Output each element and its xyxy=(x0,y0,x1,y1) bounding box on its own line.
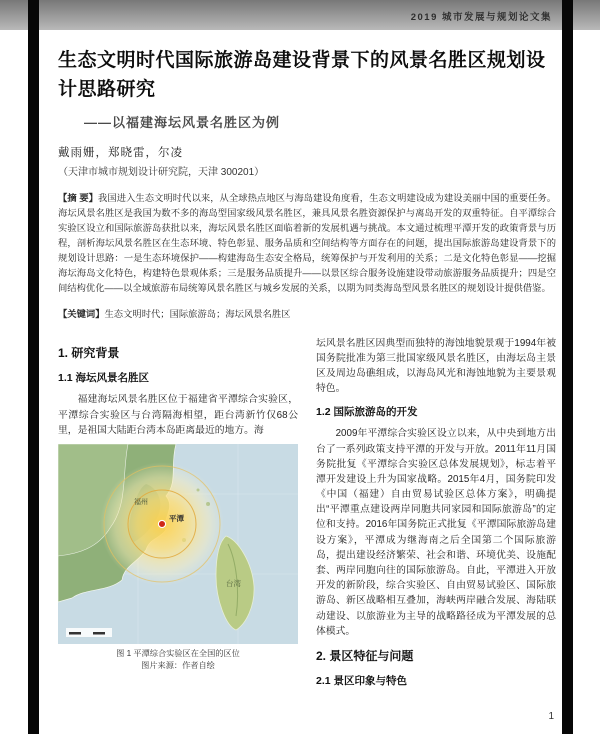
map-label-pingtan: 平潭 xyxy=(169,513,184,523)
page-number: 1 xyxy=(548,711,554,722)
page-content xyxy=(58,46,556,696)
figure-1 xyxy=(58,444,298,673)
authors-line: 戴雨姗，郑晓雷，尔凌 xyxy=(58,146,183,159)
map-scalebar-segment xyxy=(93,632,105,635)
keywords-text: 生态文明时代；国际旅游岛；海坛风景名胜区 xyxy=(104,308,291,319)
map-label-taiwan: 台湾 xyxy=(226,578,241,588)
scan-edge-right xyxy=(562,0,573,734)
figure-caption-title: 图 1 平潭综合实验区在全国的区位 xyxy=(116,648,240,658)
keywords-label: 【关键词】 xyxy=(58,308,105,319)
section-1-1-paragraph: 福建海坛风景名胜区位于福建省平潭综合实验区，平潭综合实验区与台湾隔海相望，距台湾新竹仅68公里，是祖国大陆距台湾本岛距离最近的地方。海 xyxy=(58,394,298,436)
abstract-label: 【摘 要】 xyxy=(58,192,99,203)
map-scalebar-segment xyxy=(69,632,81,635)
section-1-2-paragraph: 2009年平潭综合实验区设立以来，从中央到地方出台了一系列政策支持平潭的开发与开放。2011年11月国务院批复《平潭综合实验区总体发展规划》，标志着平潭开发建设上升为国家战略。2015年4月，国务院印发《中国（福建）自由贸易试验区总体方案》，明确提出“平潭重点建设两岸同胞共同家园和国际旅游岛”的定位和支持。2016年国务院正式批复《平潭国际旅游岛建设方案》，平潭成为继海南之后全国第二个国际旅游岛，提出建设经济繁荣、社会和谐、环境优美、设施配套、两岸同胞向往的国际旅游岛。自此，平潭进入开放开发的新阶段，综合实验区、自由贸易试验区、国际旅游岛、新区战略相互叠加，海峡两岸融合发展、海陆联动建设、以旅游业为主导的战略路径成为平潭发展的总体模式。 xyxy=(316,428,556,637)
abstract-text: 我国进入生态文明时代以来，从全球热点地区与海岛建设角度看，生态文明建设成为建设美丽中国的重要任务。海坛风景名胜区是我国为数不多的海岛型国家级风景名胜区，兼具风景名胜资源保护与离岛开发的双重特征。自平潭综合实验区设立和国际旅游岛获批以来，海坛风景名胜区面临着新的发展机遇与挑战。本文通过梳理平潭开发的政策背景与历程，剖析海坛风景名胜区在生态环境、特色彰显、服务品质和空间结构等方面存在的问题，提出国际旅游岛建设背景下的规划设计思路：一是生态环境保护——构建海岛生态安全格局，统筹保护与开发利用的关系；二是文化特色彰显——挖掘海坛海岛文化特色，构建特色景观体系；三是服务品质提升——以景区综合服务设施建设带动旅游服务品质提升；四是空间结构优化——以全域旅游布局统筹风景名胜区与城乡发展的关系，以期为同类海岛型风景名胜区的规划设计提供借鉴。 xyxy=(58,192,556,294)
affiliation-line: （天津市城市规划设计研究院，天津 300201） xyxy=(58,166,265,178)
two-column-body xyxy=(58,336,556,696)
section-1-heading: 1. 研究背景 xyxy=(58,345,120,360)
keywords-line xyxy=(58,306,556,320)
figure-caption xyxy=(58,648,298,673)
section-2-heading: 2. 景区特征与问题 xyxy=(316,648,414,663)
abstract-paragraph xyxy=(58,191,556,296)
map-label-fuzhou: 福州 xyxy=(134,498,148,506)
section-1-1-continuation: 坛风景名胜区因典型而独特的海蚀地貌景观于1994年被国务院批准为第三批国家级风景名胜区，由海坛岛主景区及周边岛礁组成，以海岛风光和海蚀地貌为主要景观特色。 xyxy=(316,337,556,395)
section-1-1-heading: 1.1 海坛风景名胜区 xyxy=(58,372,150,385)
left-column xyxy=(58,336,298,696)
map-pingtan-dot xyxy=(158,520,165,527)
figure-caption-source: 图片来源：作者自绘 xyxy=(141,661,215,671)
proceedings-header: 2019 城市发展与规划论文集 xyxy=(410,12,552,23)
right-column xyxy=(316,336,556,696)
section-1-2-heading: 1.2 国际旅游岛的开发 xyxy=(316,406,418,419)
location-map xyxy=(58,444,298,644)
paper-title: 生态文明时代国际旅游岛建设背景下的风景名胜区规划设计思路研究 xyxy=(58,50,546,101)
section-2-1-heading: 2.1 景区印象与特色 xyxy=(316,675,408,688)
paper-subtitle: ——以福建海坛风景名胜区为例 xyxy=(84,114,281,130)
scan-edge-left xyxy=(28,0,39,734)
